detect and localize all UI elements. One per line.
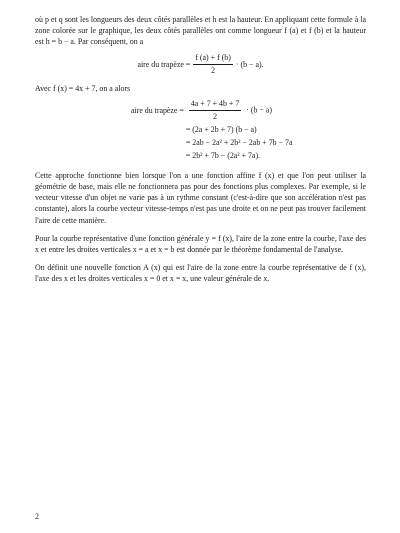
page-number: 2	[35, 512, 39, 521]
equation-tail: · (b − a).	[235, 59, 264, 69]
derivation-row	[131, 123, 292, 136]
page-body	[35, 14, 366, 285]
paragraph-limitations: Cette approche fonctionne bien lorsque l'on a une fonction affine f (x) et que l'on peut utiliser la géométrie de base, mais elle ne fonctionnera pas pour des fonctions plus complexes. Par exemple, si le vecteur vitesse d'un objet ne varie pas à un rythme constant (c'est-à-dire que son accélération n'est pas constante), alors la courbe vecteur vitesse-temps n'est pas une droite et on ne peut pas trouver facilement l'aire de cette manière.	[35, 170, 366, 225]
paragraph-area-function: On définit une nouvelle fonction A (x) qui est l'aire de la zone entre la courbe représentative de f (x), l'axe des x et les droites verticales x = 0 et x = x, une valeur générale de x.	[35, 263, 366, 284]
derivation-denominator: 2	[213, 111, 218, 121]
equation-trapezoid-area	[35, 53, 366, 76]
derivation-row	[131, 149, 292, 162]
derivation-numerator: 4a + 7 + 4b + 7	[189, 99, 241, 111]
equation-derivation	[131, 98, 292, 162]
derivation-tail: · (b − a)	[246, 105, 272, 115]
derivation-fraction	[189, 99, 241, 122]
fraction-denominator: 2	[211, 65, 216, 75]
fraction-numerator: f (a) + f (b)	[193, 53, 233, 65]
derivation-row	[131, 98, 292, 123]
paragraph-general-curve: Pour la courbe représentative d'une fonction générale y = f (x), l'aire de la zone entre la courbe, l'axe des x et entre les droites verticales x = a et x = b est donnée par le théorème fondamental de l'analyse.	[35, 233, 366, 255]
derivation-step: = 2b² + 7b − (2a² + 7a).	[185, 150, 261, 160]
derivation-step: = (2a + 2b + 7) (b − a)	[185, 124, 257, 134]
derivation-step: = 2ab − 2a² + 2b² − 2ab + 7b − 7a	[185, 137, 293, 147]
derivation-lhs: aire du trapèze =	[131, 105, 184, 115]
paragraph-trapezoid-intro: où p et q sont les longueurs des deux côtés parallèles et h est la hauteur. En appliquant cette formule à la zone colorée sur le graphique, les deux côtés parallèles ont comme longueur f (a) et f (b) et la hauteur est h = b − a. Par conséquent, on a	[35, 15, 366, 47]
equation-fraction	[193, 53, 233, 76]
paragraph-example-function: Avec f (x) = 4x + 7, on a alors	[35, 83, 131, 93]
derivation-row	[131, 136, 292, 149]
equation-lhs: aire du trapèze =	[137, 59, 191, 69]
